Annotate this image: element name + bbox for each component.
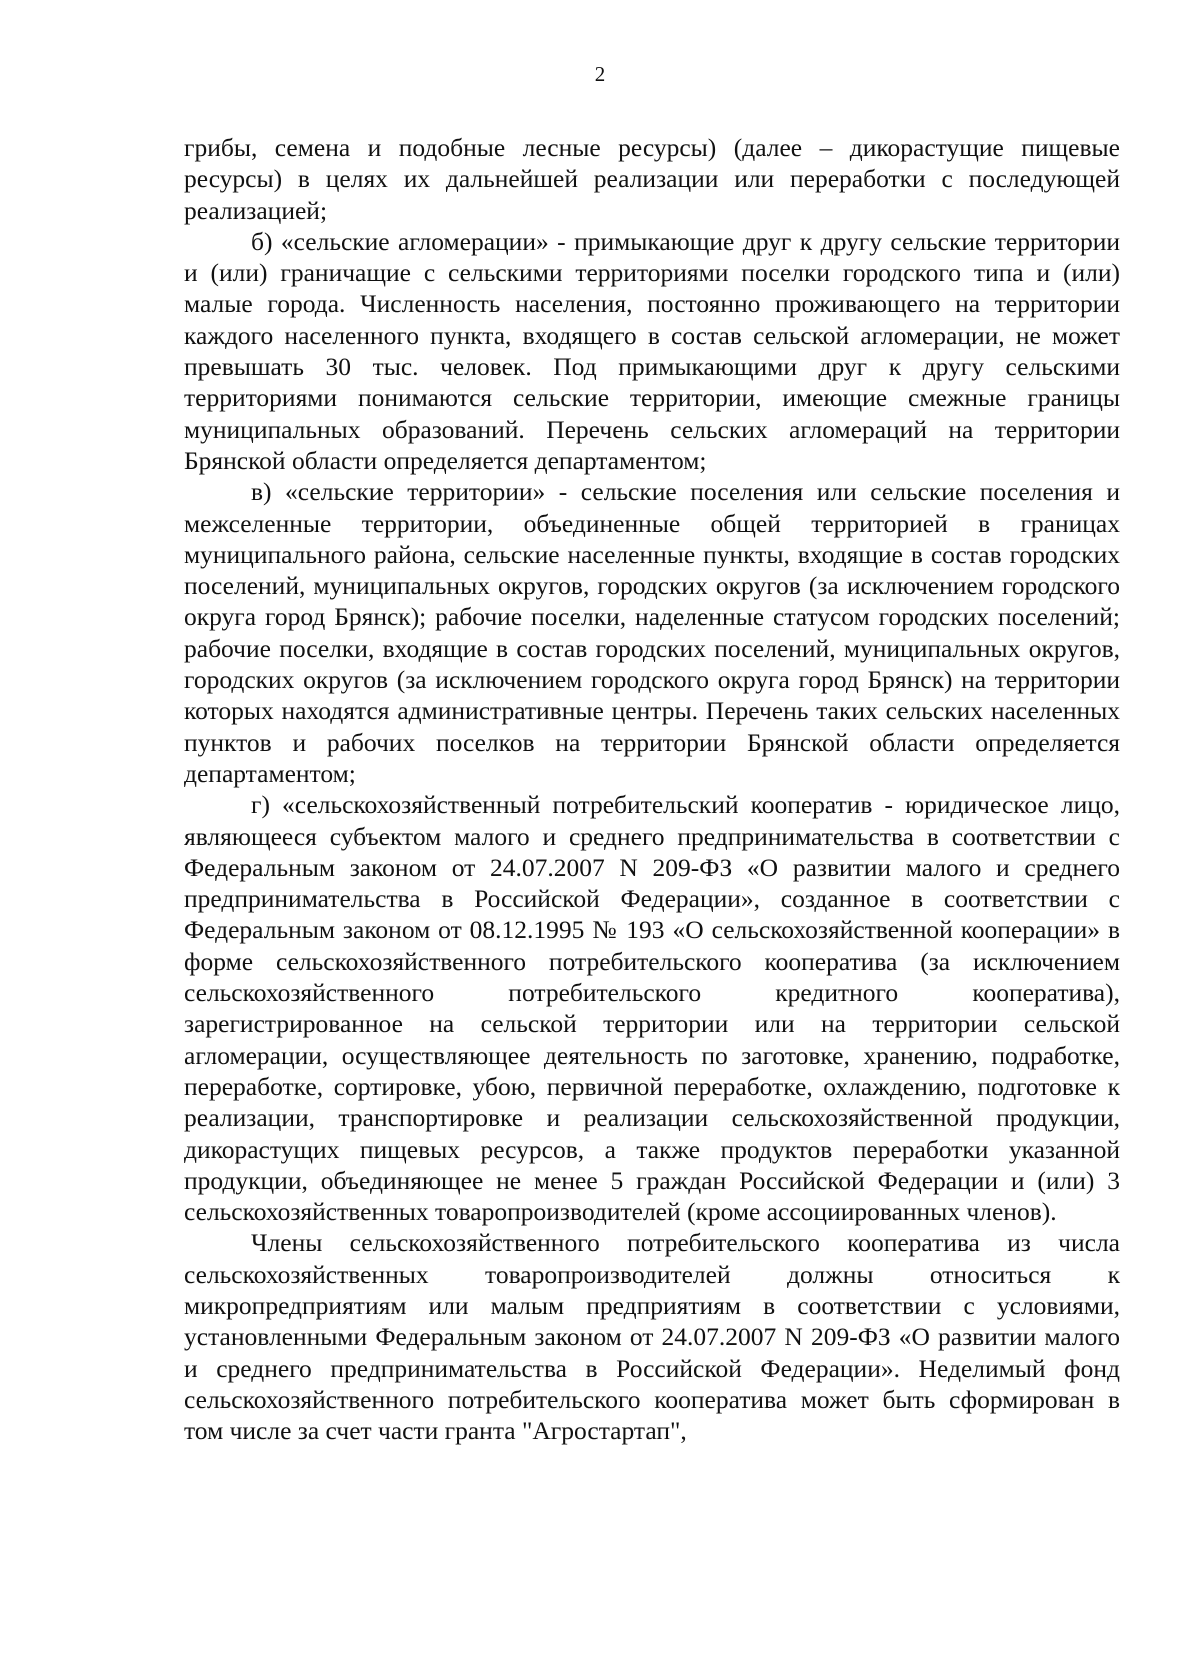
paragraph-rural-territories-definition: в) «сельские территории» - сельские поселения или сельские поселения и межселенные территории, объединенные общей территорией в границах муниципального района, сельские населенные пункты, входящие в состав городских поселений, муниципальных округов, городских округов (за исключением городского округа город Брянск); рабочие поселки, наделенные статусом городских поселений; рабочие поселки, входящие в состав городских поселений, муниципальных округов, городских округов (за исключением городского округа город Брянск) на территории которых находятся административные центры. Перечень таких сельских населенных пунктов и рабочих поселков на территории Брянской области определяется департаментом; [184, 477, 1120, 788]
paragraph-cooperative-members: Члены сельскохозяйственного потребительского кооператива из числа сельскохозяйственных товаропроизводителей должны относиться к микропредприятиям или малым предприятиям в соответствии с условиями, установленными Федеральным законом от 24.07.2007 N 209-ФЗ «О развитии малого и среднего предпринимательства в Российской Федерации». Неделимый фонд сельскохозяйственного потребительского кооператива может быть сформирован в том числе за счет части гранта "Агростартап", [184, 1228, 1120, 1446]
paragraph-continuation: грибы, семена и подобные лесные ресурсы) (далее – дикорастущие пищевые ресурсы) в целях их дальнейшей реализации или переработки с последующей реализацией; [184, 133, 1120, 225]
paragraph-agglomerations-definition: б) «сельские агломерации» - примыкающие друг к другу сельские территории и (или) граничащие с сельскими территориями поселки городского типа и (или) малые города. Численность населения, постоянно проживающего на территории каждого населенного пункта, входящего в состав сельской агломерации, не может превышать 30 тыс. человек. Под примыкающими друг к другу сельскими территориями понимаются сельские территории, имеющие смежные границы муниципальных образований. Перечень сельских агломераций на территории Брянской области определяется департаментом; [184, 226, 1120, 475]
document-body [184, 132, 1120, 1446]
page-number: 2 [594, 62, 606, 86]
paragraph-cooperative-definition: г) «сельскохозяйственный потребительский кооператив - юридическое лицо, являющееся субъектом малого и среднего предпринимательства в соответствии с Федеральным законом от 24.07.2007 N 209-ФЗ «О развитии малого и среднего предпринимательства в Российской Федерации», созданное в соответствии с Федеральным законом от 08.12.1995 № 193 «О сельскохозяйственной кооперации» в форме сельскохозяйственного потребительского кооператива (за исключением сельскохозяйственного потребительского кредитного кооператива), зарегистрированное на сельской территории или на территории сельской агломерации, осуществляющее деятельность по заготовке, хранению, подработке, переработке, сортировке, убою, первичной переработке, охлаждению, подготовке к реализации, транспортировке и реализации сельскохозяйственной продукции, дикорастущих пищевых ресурсов, а также продуктов переработки указанной продукции, объединяющее не менее 5 граждан Российской Федерации и (или) 3 сельскохозяйственных товаропроизводителей (кроме ассоциированных членов). [184, 790, 1120, 1227]
